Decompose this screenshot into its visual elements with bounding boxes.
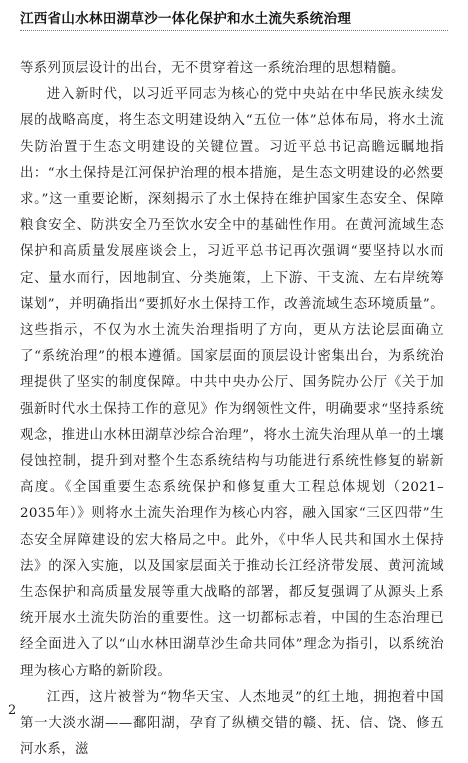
paragraph-jiangxi: 江西，这片被誉为“物华天宝、人杰地灵”的红土地，拥抱着中国第一大淡水湖——鄱阳湖，孕育了纵横交错的赣、抚、信、饶、修五河水系，滋: [20, 689, 444, 758]
page-number: 2: [8, 703, 17, 718]
header-dotted-rule: [20, 30, 448, 31]
body-text: [20, 56, 444, 763]
running-header-title: 江西省山水林田湖草沙一体化保护和水土流失系统治理: [20, 11, 352, 27]
paragraph-new-era: 进入新时代，以习近平同志为核心的党中央站在中华民族永续发展的战略高度，将生态文明建设纳入“五位一体”总体布局，将水土流失防治置于生态文明建设的关键位置。习近平总书记高瞻远瞩地指出：“水土保持是江河保护治理的根本措施，是生态文明建设的必然要求。”这一重要论断，深刻揭示了水土保持在维护国家生态安全、保障粮食安全、防洪安全乃至饮水安全中的基础性作用。在黄河流域生态保护和高质量发展座谈会上，习近平总书记再次强调“要坚持以水而定、量水而行，因地制宜、分类施策，上下游、干支流、左右岸统筹谋划”，并明确指出“要抓好水土保持工作，改善流域生态环境质量”。这些指示，不仅为水土流失治理指明了方向，更从方法论层面确立了“系统治理”的根本遵循。国家层面的顶层设计密集出台，为系统治理提供了坚实的制度保障。中共中央办公厅、国务院办公厅《关于加强新时代水土保持工作的意见》作为纲领性文件，明确要求“坚持系统观念，推进山水林田湖草沙综合治理”，将水土流失治理从单一的土壤侵蚀控制，提升到对整个生态系统结构与功能进行系统性修复的崭新高度。《全国重要生态系统保护和修复重大工程总体规划（2021–2035年）》则将水土流失治理作为核心内容，融入国家“三区四带”生态安全屏障建设的宏大格局之中。此外，《中华人民共和国水土保持法》的深入实施，以及国家层面关于推动长江经济带发展、黄河流域生态保护和高质量发展等重大战略的部署，都反复强调了从源头上系统开展水土流失防治的重要性。这一切都标志着，中国的生态治理已经全面进入了以“山水林田湖草沙生命共同体”理念为指引，以系统治理为核心方略的新阶段。: [20, 87, 444, 679]
paragraph-continuation: 等系列顶层设计的出台，无不贯穿着这一系统治理的思想精髓。: [20, 61, 405, 76]
